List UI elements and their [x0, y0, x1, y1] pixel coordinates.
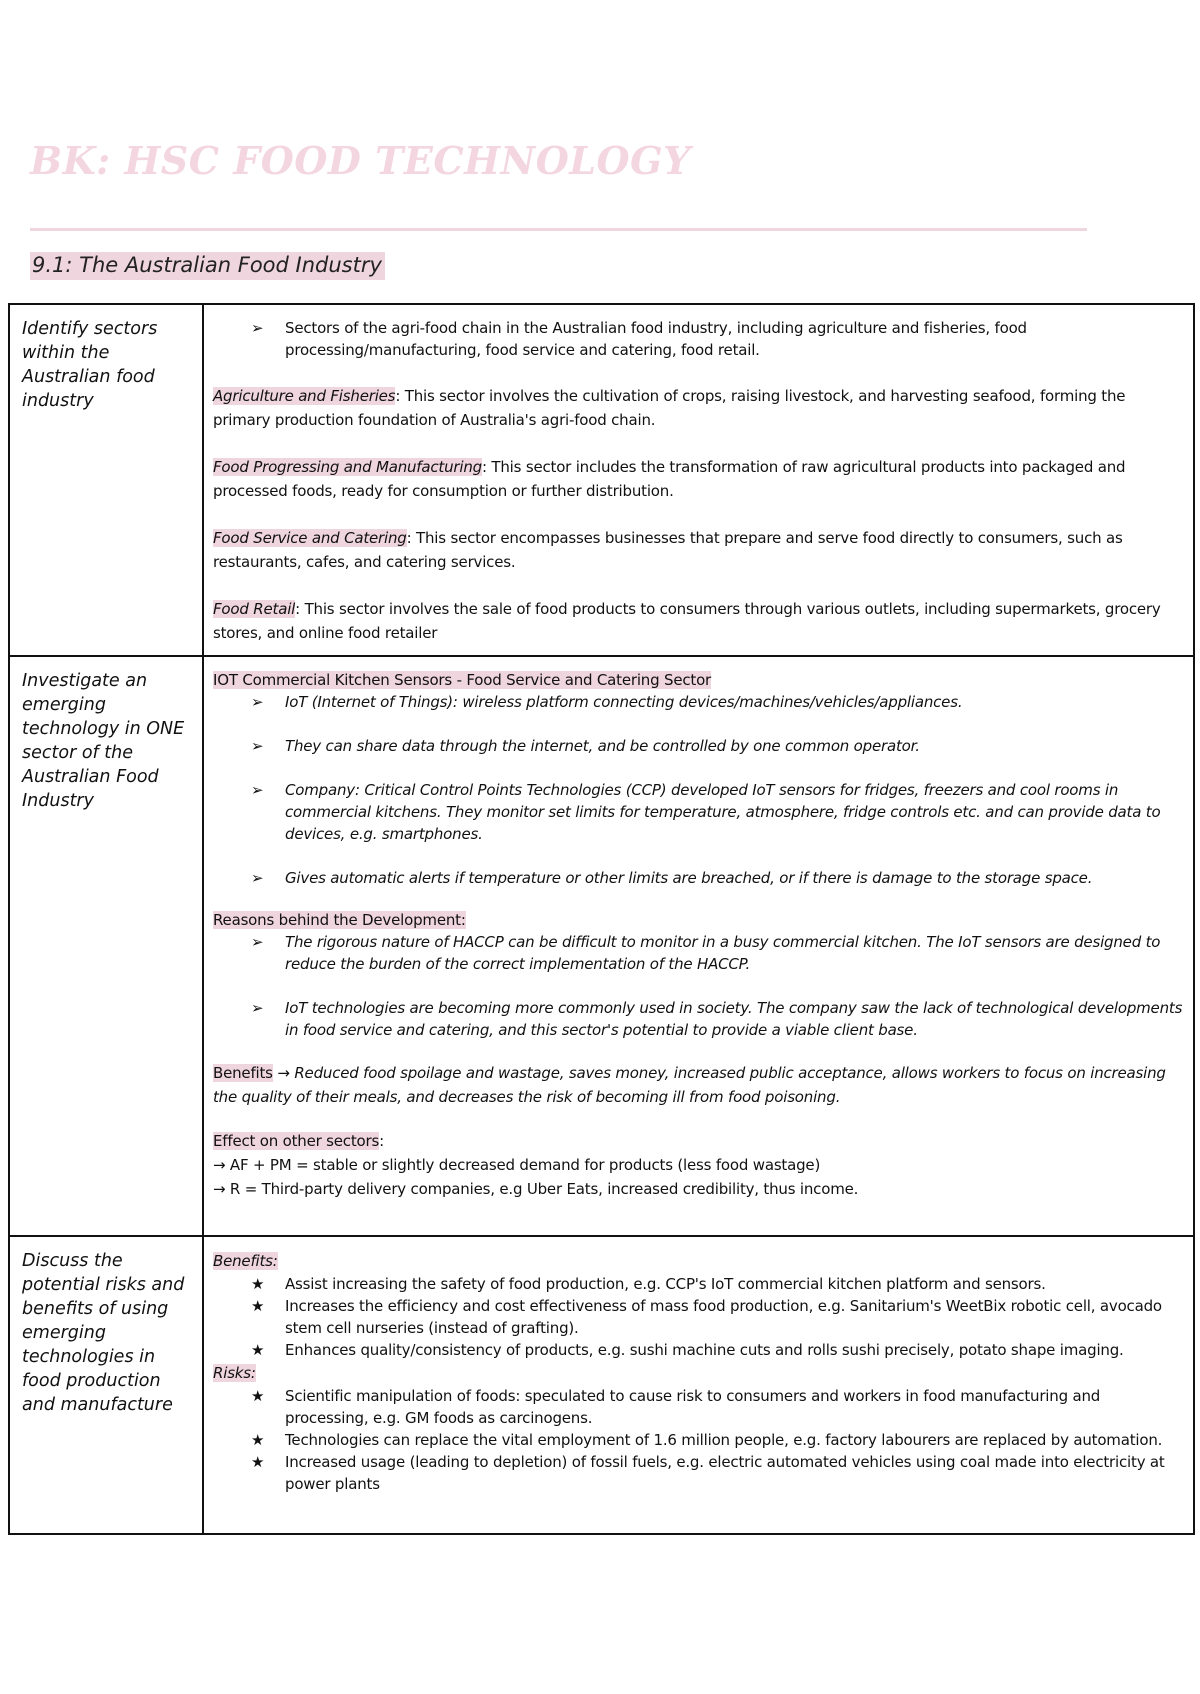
effect-line: → R = Third-party delivery companies, e.g Uber Eats, increased credibility, thus income.	[213, 1180, 859, 1198]
list-item: ★ Increased usage (leading to depletion) of fossil fuels, e.g. electric automated vehicles using coal made into electricity at power plants	[251, 1453, 1165, 1493]
star-bullet-icon: ★	[251, 1275, 265, 1293]
sector-paragraph: Agriculture and Fisheries: This sector involves the cultivation of crops, raising livestock, and harvesting seafood, forming the primary production foundation of Australia's agri-food chain.	[213, 387, 1126, 429]
sector-paragraph: Food Progressing and Manufacturing: This sector includes the transformation of raw agricultural products into packaged and processed foods, ready for consumption or further distribution.	[213, 458, 1126, 500]
list-item: ★ Assist increasing the safety of food production, e.g. CCP's IoT commercial kitchen platform and sensors.	[251, 1275, 1046, 1293]
row-label: Investigate an emerging technology in ONE sector of the Australian Food Industry	[9, 656, 203, 1236]
title-divider	[30, 228, 1087, 231]
reasons-heading: Reasons behind the Development:	[213, 911, 466, 929]
star-bullet-icon: ★	[251, 1431, 265, 1449]
sector-paragraph: Food Service and Catering: This sector encompasses businesses that prepare and serve food directly to consumers, such as restaurants, cafes, and catering services.	[213, 529, 1123, 571]
sector-name: Food Progressing and Manufacturing	[213, 458, 482, 476]
arrow-bullet-icon: ➢	[251, 999, 264, 1017]
arrow-bullet-icon: ➢	[251, 933, 264, 951]
benefits-paragraph: Benefits → Reduced food spoilage and wastage, saves money, increased public acceptance, allows workers to focus on increasing the quality of their meals, and decreases the risk of becoming ill from food poisoning.	[213, 1064, 1166, 1106]
list-item: ➢ Company: Critical Control Points Technologies (CCP) developed IoT sensors for fridges, freezers and cool rooms in commercial kitchens. They monitor set limits for temperature, atmosphere, fridge controls etc. and can provide data to devices, e.g. smartphones.	[251, 781, 1161, 843]
section-heading: 9.1: The Australian Food Industry	[30, 252, 385, 280]
list-item: ★ Technologies can replace the vital employment of 1.6 million people, e.g. factory labourers are replaced by automation.	[251, 1431, 1163, 1449]
benefits-heading: Benefits:	[213, 1252, 278, 1270]
content-table	[8, 303, 1195, 1535]
risks-heading: Risks:	[213, 1364, 256, 1382]
list-item: ★ Scientific manipulation of foods: speculated to cause risk to consumers and workers in food manufacturing and processing, e.g. GM foods as carcinogens.	[251, 1387, 1101, 1427]
document-title: BK: HSC FOOD TECHNOLOGY	[30, 138, 691, 183]
list-item: ➢ IoT technologies are becoming more commonly used in society. The company saw the lack of technological developments in food service and catering, and this sector's potential to provide a viable client base.	[251, 999, 1183, 1039]
arrow-bullet-icon: ➢	[251, 869, 264, 887]
arrow-bullet-icon: ➢	[251, 781, 264, 799]
sector-paragraph: Food Retail: This sector involves the sale of food products to consumers through various outlets, including supermarkets, grocery stores, and online food retailer	[213, 600, 1161, 642]
effect-line: → AF + PM = stable or slightly decreased demand for products (less food wastage)	[213, 1156, 821, 1174]
benefits-label: Benefits	[213, 1064, 273, 1082]
sector-name: Food Retail	[213, 600, 296, 618]
star-bullet-icon: ★	[251, 1453, 265, 1471]
arrow-bullet-icon: ➢	[251, 737, 264, 755]
row-label: Identify sectors within the Australian food industry	[9, 304, 203, 656]
arrow-bullet-icon: ➢	[251, 319, 264, 337]
row-content	[203, 304, 1194, 656]
list-item: ➢ Gives automatic alerts if temperature or other limits are breached, or if there is damage to the storage space.	[251, 869, 1093, 887]
list-item: ★ Increases the efficiency and cost effectiveness of mass food production, e.g. Sanitarium's WeetBix robotic cell, avocado stem cell nurseries (instead of grafting).	[251, 1297, 1162, 1337]
arrow-bullet-icon: ➢	[251, 693, 264, 711]
list-item: ➢ IoT (Internet of Things): wireless platform connecting devices/machines/vehicles/appliances.	[251, 693, 963, 711]
sector-name: Food Service and Catering	[213, 529, 407, 547]
star-bullet-icon: ★	[251, 1297, 265, 1315]
star-bullet-icon: ★	[251, 1387, 265, 1405]
sector-name: Agriculture and Fisheries	[213, 387, 396, 405]
technology-heading: IOT Commercial Kitchen Sensors - Food Service and Catering Sector	[213, 671, 712, 689]
star-bullet-icon: ★	[251, 1341, 265, 1359]
table-row	[9, 656, 1194, 1236]
table-row	[9, 1236, 1194, 1534]
list-item: ★ Enhances quality/consistency of products, e.g. sushi machine cuts and rolls sushi precisely, potato shape imaging.	[251, 1341, 1124, 1359]
table-row	[9, 304, 1194, 656]
row-content: IOT Commercial Kitchen Sensors - Food Service and Catering Sector ➢ IoT (Internet of Things): wireless platform connecting devices/machines/vehicles/appliances. ➢ They can share data through the internet, and be controlled by one common operator. ➢ Company: Critical Control Points Technologies (CCP) developed IoT sensors for fridges, freezers and cool rooms in commercial kitchens. They monitor set limits for temperature, atmosphere, fridge controls etc. and can provide data to devices, e.g. smartphones. ➢ Gives automatic alerts if temperature or other limits are breached, or if there is damage to the storage space. Reasons behind the Development: ➢ The rigorous nature of HACCP can be difficult to monitor in a busy commercial kitchen. The IoT sensors are designed to reduce the burden of the correct implementation of the HACCP. ➢ IoT technologies are becoming more commonly used in society. The company saw the lack of technological developments in food service and catering, and this sector's potential to provide a viable client base. Benefits → Reduced food spoilage and wastage, saves money, increased public acceptance, allows workers to focus on increasing the quality of their meals, and decreases the risk of becoming ill from food poisoning. Effect on other sectors: → AF + PM = stable or slightly decreased demand for products (less food wastage) → R = Third-party delivery companies, e.g Uber Eats, increased credibility, thus income.	[203, 656, 1194, 1236]
list-item: ➢ The rigorous nature of HACCP can be difficult to monitor in a busy commercial kitchen. The IoT sensors are designed to reduce the burden of the correct implementation of the HACCP.	[251, 933, 1161, 973]
effect-heading: Effect on other sectors	[213, 1132, 380, 1150]
row-label: Discuss the potential risks and benefits of using emerging technologies in food production and manufacture	[9, 1236, 203, 1534]
list-item: ➢ They can share data through the internet, and be controlled by one common operator.	[251, 737, 920, 755]
list-item: ➢ Sectors of the agri-food chain in the Australian food industry, including agriculture and fisheries, food processing/manufacturing, food service and catering, food retail.	[251, 319, 1027, 359]
row-content	[203, 1236, 1194, 1534]
